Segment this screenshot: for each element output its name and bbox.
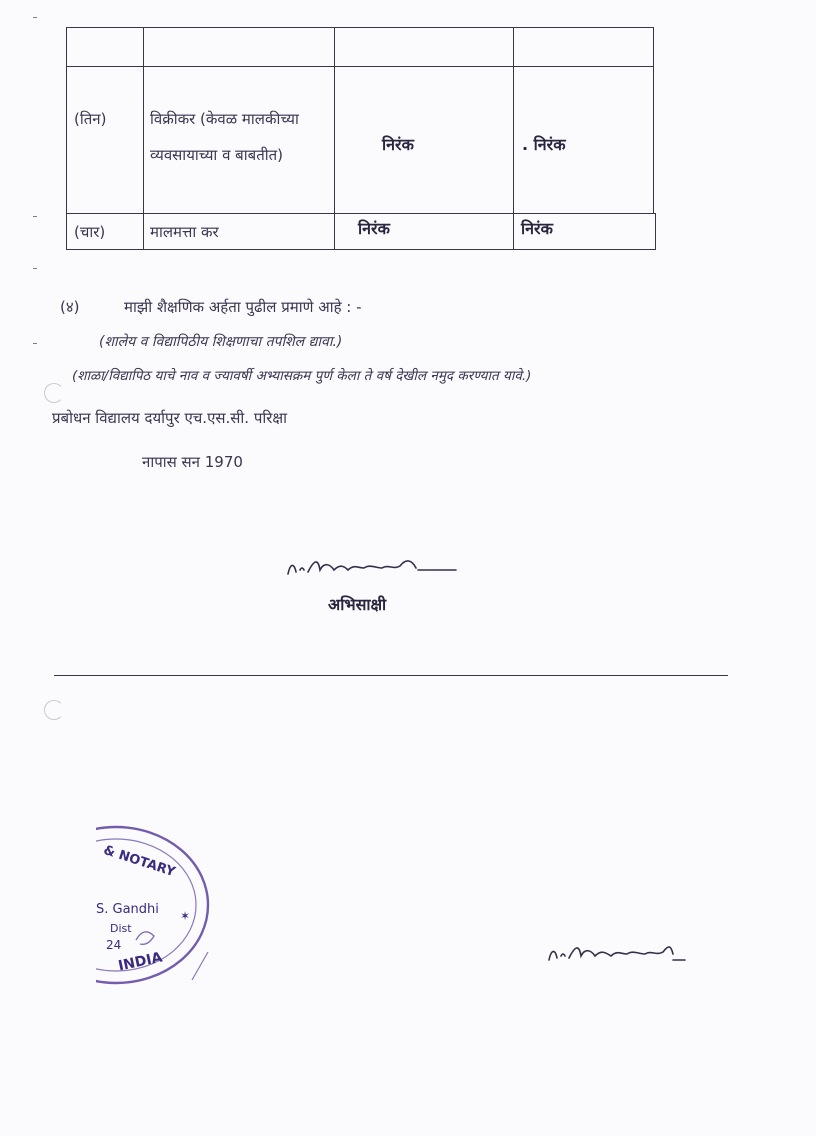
exam-result: नापास सन 1970 — [142, 453, 243, 471]
row-value: निरंक — [358, 219, 390, 238]
stamp-number: 24 — [106, 938, 122, 952]
row-number: (तिन) — [74, 110, 107, 128]
instruction-note: (शालेय व विद्यापिठीय शिक्षणाचा तपशिल द्यावा.) — [99, 334, 343, 350]
school-name: प्रबोधन विद्यालय दर्यापुर एच.एस.सी. परिक्षा — [52, 409, 288, 427]
stamp-ring-text: & NOTARY — [101, 842, 177, 881]
signature — [545, 936, 690, 970]
row-item-continued: व्यवसायाच्या व बाबतीत) — [150, 146, 284, 164]
attestation-label: अभिसाक्षी — [328, 595, 387, 614]
margin-tick — [33, 17, 37, 18]
svg-text:✶: ✶ — [180, 909, 191, 923]
margin-tick — [33, 343, 37, 344]
tax-table — [66, 27, 656, 251]
row-item: मालमत्ता कर — [150, 223, 219, 241]
notary-stamp — [96, 820, 216, 990]
section-number: (४) — [60, 298, 80, 316]
margin-tick — [33, 268, 37, 269]
row-value: निरंक — [382, 135, 414, 154]
stamp-name: S. Gandhi — [96, 902, 159, 917]
stamp-dist: Dist — [110, 922, 132, 935]
row-value: . निरंक — [522, 135, 566, 154]
margin-tick — [33, 216, 37, 217]
signature — [284, 552, 460, 582]
row-number: (चार) — [74, 223, 106, 241]
punch-hole — [44, 700, 64, 720]
row-item: विक्रीकर (केवळ मालकीच्या — [150, 110, 299, 128]
row-value: निरंक — [521, 219, 553, 238]
instruction-note: (शाळा/विद्यापिठ याचे नाव व ज्यावर्षी अभ्यासक्रम पुर्ण केला ते वर्ष देखील नमुद करण्यात यावे.) — [72, 368, 532, 384]
punch-hole — [44, 383, 64, 403]
divider-line — [54, 675, 728, 676]
stamp-country: INDIA — [116, 949, 164, 975]
section-heading: माझी शैक्षणिक अर्हता पुढील प्रमाणे आहे : - — [124, 298, 362, 316]
